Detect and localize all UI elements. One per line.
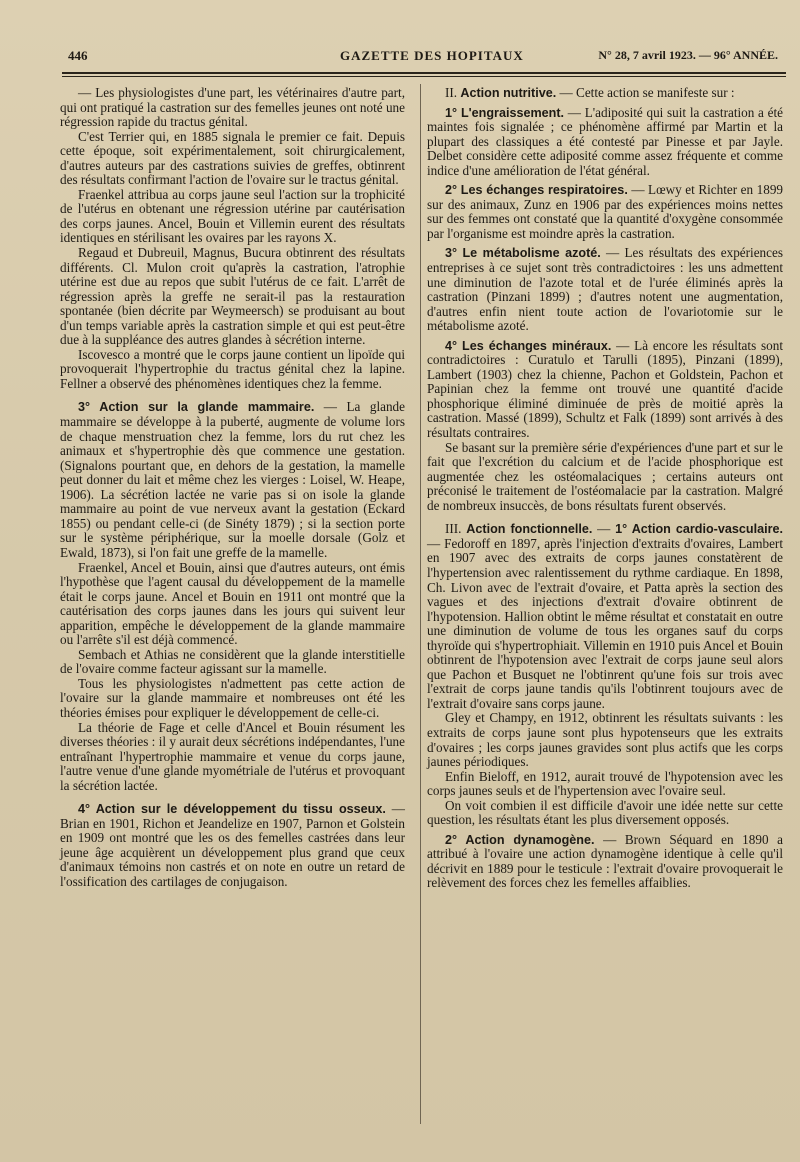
paragraph: Se basant sur la première série d'expériences d'une part et sur le fait que l'excrétion du calcium et de l'acide phosphorique est augmentée chez les ostéomalaciques ; certains auteurs ont préconisé le traitement de l'ostéomalacie par la castration. Malgré de nombreux insuccès, de bons résultats furent observés. xyxy=(427,439,783,513)
paragraph-text: — Cette action se manifeste sur : xyxy=(556,85,735,100)
section-paragraph xyxy=(60,802,405,889)
header-rule-thin xyxy=(62,76,786,77)
subsection-heading: 1° Action cardio-vasculaire. xyxy=(615,522,783,537)
section-heading: 2° Action dynamogène. xyxy=(445,832,595,847)
section-heading: 4° Action sur le développement du tissu osseux. xyxy=(78,802,386,817)
paragraph: — Les physiologistes d'une part, les vétérinaires d'autre part, qui ont pratiqué la castration sur des femelles jeunes ont noté une régression rapide du tractus génital. xyxy=(60,85,405,130)
section-heading: Action fonctionnelle. xyxy=(466,522,593,537)
section-heading: Action nutritive. xyxy=(460,86,557,100)
issue-info: N° 28, 7 avril 1923. — 96° ANNÉE. xyxy=(598,48,778,62)
left-column xyxy=(60,86,405,890)
section-heading: 1° L'engraissement. xyxy=(445,105,565,120)
section-paragraph xyxy=(427,86,783,101)
section-paragraph xyxy=(427,339,783,441)
column-divider xyxy=(420,84,421,1124)
section-heading: 4° Les échanges minéraux. xyxy=(445,338,612,353)
paragraph-text: — Fedoroff en 1897, après l'injection d'extraits d'ovaires, Lambert en 1907 avec des extraits de corps jaunes constatèrent de l'hypertension avec ralentissement du rythme cardiaque. En 1898, Ch. Livon avec de l'extrait d'ovaire, et Patta après la section des vagues et des injections d'extrait d'ovaire obtinrent de l'hypotension. Hallion obtint le même résultat et constatait en outre une diminution de volume de tous les organes sauf du corps thyroïde qui s'hypertrophiait. Villemin en 1910 puis Ancel et Bouin obtinrent de l'hypotension avec l'extrait de corps jaune seul alors que Pachon et Busquet ne l'obtinrent qu'une fois sur trois avec l'extrait de corps jaune tandis qu'ils l'obtinrent toujours avec de l'extrait d'ovaire sans corps jaune. xyxy=(427,535,783,711)
section-heading: 2° Les échanges respiratoires. xyxy=(445,183,628,198)
paragraph-text: — La glande mammaire se développe à la puberté, augmente de volume lors de chaque menstruation chez la femme, lors du rut chez les animaux et s'hypertrophie dès que commence une gestation. (Signalons pourtant que, en dehors de la gestation, la mamelle peut donner du lait et même chez les vierges : Loisel, W. Heape, 1906). La sécrétion lactée ne varie pas si on isole la glande mammaire au point de vue nerveux avant la gestation (Eckard 1855) ou pendant celle-ci (de Sinéty 1879) ; si la section porte sur le système périphérique, sur la moelle dorsale (Golz et Ewald, 1873), si l'on fait une greffe de la mamelle. xyxy=(60,399,405,560)
paragraph: Sembach et Athias ne considèrent que la glande interstitielle de l'ovaire comme facteur agissant sur la mamelle. xyxy=(60,646,405,677)
section-number: II. xyxy=(445,85,461,100)
paragraph-text: — Brown Séquard en 1890 a attribué à l'ovaire une action dynamogène identique à celle qu'il décrivit en 1889 pour le testicule : l'extrait d'ovaire provoquerait le relèvement des forces chez les femelles affaiblies. xyxy=(427,831,783,891)
paragraph: Gley et Champy, en 1912, obtinrent les résultats suivants : les extraits de corps jaune sont plus hypotenseurs que les extraits d'ovaires ; les corps jaunes gravides sont plus actifs que les corps jaunes périodiques. xyxy=(427,710,783,770)
journal-title: GAZETTE DES HOPITAUX xyxy=(340,48,524,63)
paragraph: C'est Terrier qui, en 1885 signala le premier ce fait. Depuis cette époque, soit expérimentalement, soit chirurgicalement, d'autres auteurs par des castrations suivies de greffes, obtinrent des résultats confirmant l'action de l'ovaire sur le tractus génital. xyxy=(60,128,405,188)
section-paragraph xyxy=(427,246,783,333)
section-heading: 3° Le métabolisme azoté. xyxy=(445,246,601,261)
page-number: 446 xyxy=(68,48,88,63)
header-rule-thick xyxy=(62,72,786,74)
right-column xyxy=(427,86,783,891)
paragraph: Fraenkel, Ancel et Bouin, ainsi que d'autres auteurs, ont émis l'hypothèse que l'agent causal du développement de la mamelle était le corps jaune. Ancel et Bouin en 1911 ont montré que la cautérisation des corps jaunes dans les jours qui suivent leur apparition, empêche le développement de la glande mammaire ou l'arrête s'il est déjà commencé. xyxy=(60,559,405,648)
paragraph-text: — L'adiposité qui suit la castration a été maintes fois signalée ; ce phénomène affirmé par Martin et la plupart des classiques a été contesté par Pinesse et par Jayle. Delbet considère cette adiposité comme assez fréquente et comme indice d'une amélioration de l'état général. xyxy=(427,104,784,178)
paragraph: On voit combien il est difficile d'avoir une idée nette sur cette question, les résultats étant les plus diversement opposés. xyxy=(427,797,783,828)
paragraph-text: — Là encore les résultats sont contradictoires : Curatulo et Tarulli (1895), Pinzani (1899), Lambert (1903) chez la chienne, Pachon et Goldstein, Pachon et Papinian chez la femme ont trouvé une quantité d'acide phosphorique éliminé diminuée de près de moitié après la castration. Massé (1899), Schultz et Falk (1899) sont arrivés à des résultats contraires. xyxy=(427,337,783,441)
paragraph-text: — Les résultats des expériences entreprises à ce sujet sont très contradictoires : les uns admettent une diminution de l'azote total et de l'urée éliminés après la castration (Pinzani 1899) ; d'autres notent une augmentation, d'autres enfin nient toute action de l'ovariotomie sur le métabolisme azoté. xyxy=(427,245,783,334)
paragraph: Iscovesco a montré que le corps jaune contient un lipoïde qui provoquerait l'hypertrophie du tractus génital chez la lapine. Fellner a observé des phénomènes identiques chez la femme. xyxy=(60,346,405,391)
paragraph: Tous les physiologistes n'admettent pas cette action de l'ovaire sur la glande mammaire et nombreuses ont été les théories émises pour expliquer le développement de celle-ci. xyxy=(60,675,405,720)
paragraph: Regaud et Dubreuil, Magnus, Bucura obtinrent des résultats différents. Cl. Mulon croit qu'après la castration, l'atrophie utérine est due au repos que subit l'utérus de ce fait. L'arrêt de régression après la greffe ne serait-il pas la restauration spontanée (bien décrite par Weymeersch) se produisant au bout d'un temps variable après la castration simple et qui est peut-être due à la suppléance des autres glandes à sécrétion interne. xyxy=(60,245,405,348)
section-paragraph xyxy=(427,183,783,241)
paragraph-text: — Lœwy et Richter en 1899 sur des animaux, Zunz en 1906 par des expériences moins nettes sur des femmes ont constaté que la quantité d'oxygène consommée par l'organisme est moindre après la castration. xyxy=(427,182,784,241)
separator: — xyxy=(592,521,616,537)
paragraph-text: — Brian en 1901, Richon et Jeandelize en 1907, Parnon et Golstein en 1909 ont montré que les os des femelles castrées dans leur jeune âge acquièrent un développement plus grand que ceux d'animaux témoins non castrés et on note en outre un retard de l'ossification des cartilages de conjugaison. xyxy=(60,801,405,889)
section-paragraph xyxy=(60,400,405,560)
section-paragraph xyxy=(427,833,783,891)
section-paragraph xyxy=(427,522,783,711)
section-heading: 3° Action sur la glande mammaire. xyxy=(78,400,315,415)
section-number: III. xyxy=(445,521,467,537)
paragraph: Fraenkel attribua au corps jaune seul l'action sur la trophicité de l'utérus en obtenant une régression utérine par cautérisation des corps jaunes. Ancel, Bouin et Villemin eurent des résultats identiques en stérilisant les ovaires par les rayons X. xyxy=(60,186,405,246)
page-header xyxy=(62,46,782,68)
section-paragraph xyxy=(427,106,783,179)
paragraph: La théorie de Fage et celle d'Ancel et Bouin résument les diverses théories : il y aurait deux sécrétions indépendantes, l'une entraînant l'hypertrophie mammaire et venue du corps jaune, l'autre venue d'une glande myométriale de l'utérus et provoquant la sécrétion lactée. xyxy=(60,719,405,793)
paragraph: Enfin Bieloff, en 1912, aurait trouvé de l'hypotension avec les corps jaunes seuls et de l'hypertension avec l'ovaire seul. xyxy=(427,768,783,799)
